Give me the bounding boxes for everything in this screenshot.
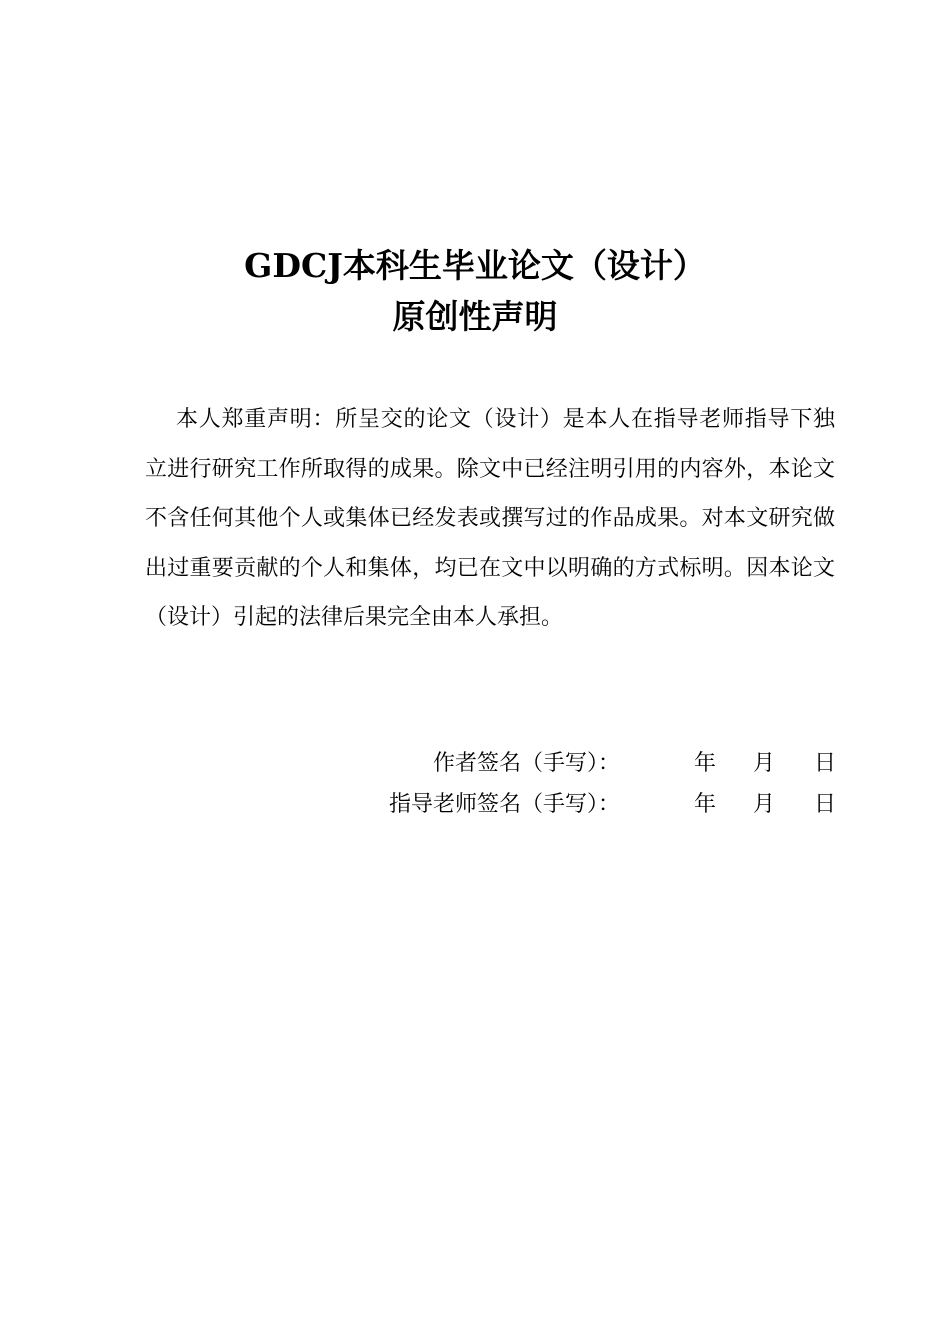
author-signature-row [0, 748, 950, 780]
author-date-month: 月 [753, 751, 776, 776]
page-title: GDCJ本科生毕业论文（设计） [244, 246, 706, 285]
advisor-date-month: 月 [753, 792, 776, 817]
author-date-day: 日 [814, 751, 837, 776]
page-subtitle: 原创性声明 [392, 297, 558, 336]
advisor-date-day: 日 [814, 792, 837, 817]
declaration-paragraph: 本人郑重声明：所呈交的论文（设计）是本人在指导老师指导下独立进行研究工作所取得的成果。除文中已经注明引用的内容外，本论文不含任何其他个人或集体已经发表或撰写过的作品成果。对本文研究做出过重要贡献的个人和集体，均已在文中以明确的方式标明。因本论文（设计）引起的法律后果完全由本人承担。 [145, 407, 835, 630]
advisor-signature-row [0, 789, 950, 821]
advisor-date-year: 年 [694, 792, 717, 817]
author-signature-label: 作者签名（手写）： [432, 751, 620, 776]
author-date-year: 年 [694, 751, 717, 776]
advisor-signature-label: 指导老师签名（手写）： [388, 792, 620, 817]
